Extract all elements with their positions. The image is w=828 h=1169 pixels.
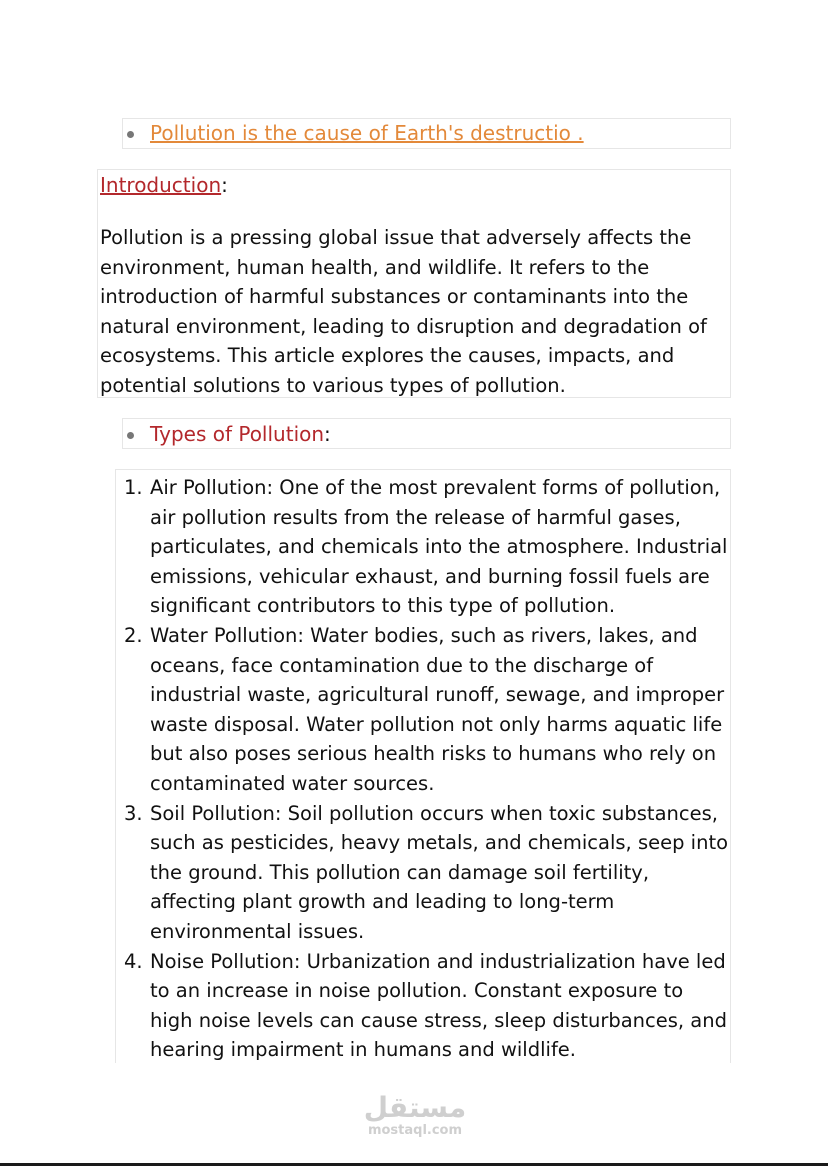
title-link[interactable]: Pollution is the cause of Earth's destructio . <box>150 121 584 145</box>
introduction-link[interactable]: Introduction <box>100 173 222 197</box>
types-heading-colon: : <box>324 422 331 446</box>
types-heading <box>150 422 331 446</box>
list-item <box>0 799 740 947</box>
list-item-number: 2. <box>124 623 143 647</box>
bullet-icon <box>127 131 134 138</box>
bullet-icon <box>127 432 134 439</box>
types-list <box>0 473 740 1065</box>
list-item <box>0 473 740 621</box>
watermark-arabic: مستقل <box>363 1091 467 1124</box>
list-item <box>0 621 740 799</box>
introduction-heading <box>100 173 228 197</box>
list-item <box>0 947 740 1065</box>
mostaql-watermark <box>340 1092 490 1138</box>
list-item-number: 1. <box>124 476 143 499</box>
types-heading-label: Types of Pollution <box>150 422 325 446</box>
list-item-text: Noise Pollution: Urbanization and industrialization have led to an increase in noise pollution. Constant exposure to high noise levels can cause stress, sleep disturbances, and hearing impairment in humans and wildlife. <box>150 949 727 1062</box>
list-item-number: 3. <box>124 801 143 825</box>
watermark-latin: mostaql.com <box>367 1123 463 1138</box>
list-item-text: Air Pollution: One of the most prevalent forms of pollution, air pollution results from the release of harmful gases, particulates, and chemicals into the atmosphere. Industrial emissions, vehicular exhaust, and burning fossil fuels are significant contributors to this type of pollution. <box>150 476 728 618</box>
list-item-text: Water Pollution: Water bodies, such as rivers, lakes, and oceans, face contamination due to the discharge of industrial waste, agricultural runoff, sewage, and improper waste disposal. Water pollution not only harms aquatic life but also poses serious health risks to humans who rely on contaminated water sources. <box>150 623 725 795</box>
introduction-paragraph: Pollution is a pressing global issue that adversely affects the environment, human health, and wildlife. It refers to the introduction of harmful substances or contaminants into the natural environment, leading to disruption and degradation of ecosystems. This article explores the causes, impacts, and potential solutions to various types of pollution. <box>100 226 707 397</box>
page-bottom-rule <box>0 1163 828 1166</box>
list-item-number: 4. <box>124 949 143 973</box>
list-item-text: Soil Pollution: Soil pollution occurs when toxic substances, such as pesticides, heavy metals, and chemicals, seep into the ground. This pollution can damage soil fertility, affecting plant growth and leading to long-term environmental issues. <box>150 801 729 943</box>
introduction-colon: : <box>221 173 228 197</box>
